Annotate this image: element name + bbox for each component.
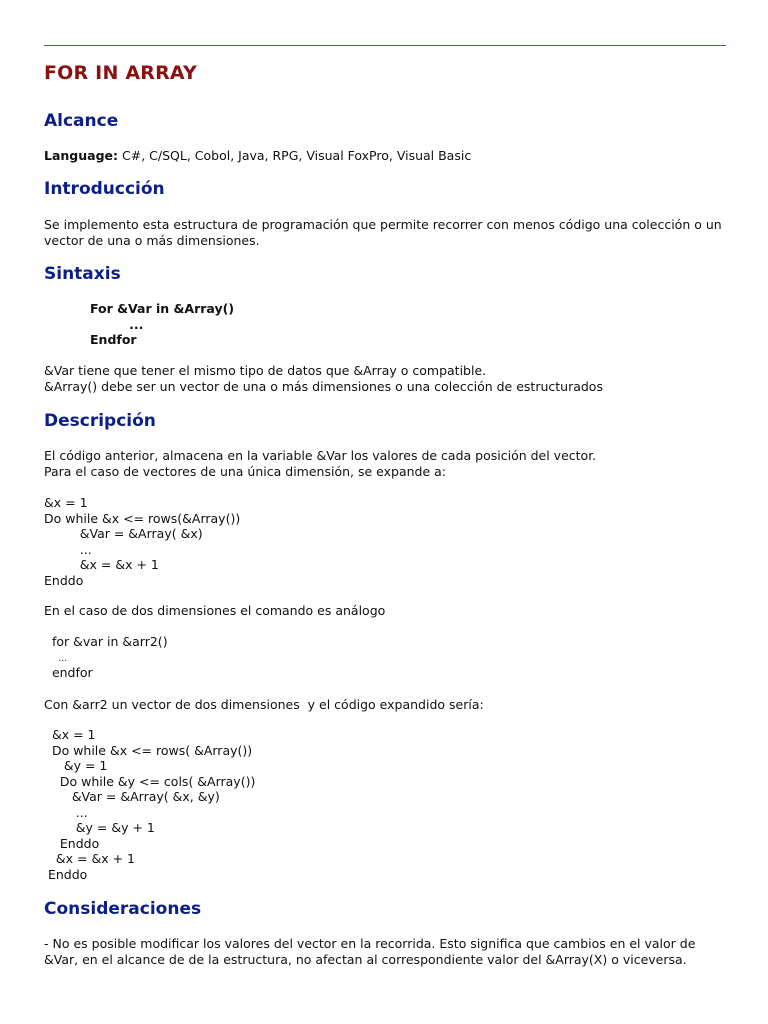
- introduccion-text: Se implemento esta estructura de programación que permite recorrer con menos código una colección o un vector de una o más dimensiones.: [44, 217, 722, 248]
- descripcion-code1: &x = 1 Do while &x <= rows(&Array()) &Var = &Array( &x) ... &x = &x + 1 Enddo: [44, 495, 241, 588]
- descripcion-text3: En el caso de dos dimensiones el comando es análogo: [44, 603, 386, 618]
- heading-sintaxis: Sintaxis: [44, 264, 121, 284]
- language-line: [44, 148, 471, 164]
- descripcion-code2-line1: for &var in &arr2(): [44, 634, 168, 649]
- heading-alcance: Alcance: [44, 111, 119, 131]
- heading-consideraciones: Consideraciones: [44, 899, 202, 919]
- heading-introduccion: Introducción: [44, 179, 165, 199]
- descripcion-code2-line2: …: [44, 654, 68, 664]
- syntax-code-line2: ...: [90, 317, 144, 332]
- page-title: FOR IN ARRAY: [44, 62, 197, 84]
- descripcion-code3: &x = 1 Do while &x <= rows( &Array()) &y = 1 Do while &y <= cols( &Array()) &Var = &Array( &x, &y) ... &y = &y + 1 Enddo &x = &x + 1 Enddo: [47, 727, 256, 882]
- top-divider: [44, 45, 726, 46]
- syntax-code-line3: Endfor: [90, 332, 137, 347]
- descripcion-code2-line3: endfor: [44, 665, 93, 680]
- descripcion-text4: Con &arr2 un vector de dos dimensiones y el código expandido sería:: [44, 697, 484, 712]
- language-label: Language:: [44, 148, 119, 163]
- syntax-code-line1: For &Var in &Array(): [90, 301, 235, 316]
- language-value: C#, C/SQL, Cobol, Java, RPG, Visual FoxPro, Visual Basic: [118, 148, 472, 163]
- descripcion-text1: El código anterior, almacena en la variable &Var los valores de cada posición del vector.: [44, 448, 597, 463]
- descripcion-text2: Para el caso de vectores de una única dimensión, se expande a:: [44, 464, 446, 479]
- heading-descripcion: Descripción: [44, 411, 156, 431]
- sintaxis-note1: &Var tiene que tener el mismo tipo de datos que &Array o compatible.: [44, 363, 487, 378]
- sintaxis-note2: &Array() debe ser un vector de una o más dimensiones o una colección de estructurados: [44, 379, 603, 394]
- consideraciones-text: - No es posible modificar los valores del vector en la recorrida. Esto significa que cambios en el valor de &Var, en el alcance de de la estructura, no afectan al correspondiente valor del &Array(X) o viceversa.: [44, 936, 696, 967]
